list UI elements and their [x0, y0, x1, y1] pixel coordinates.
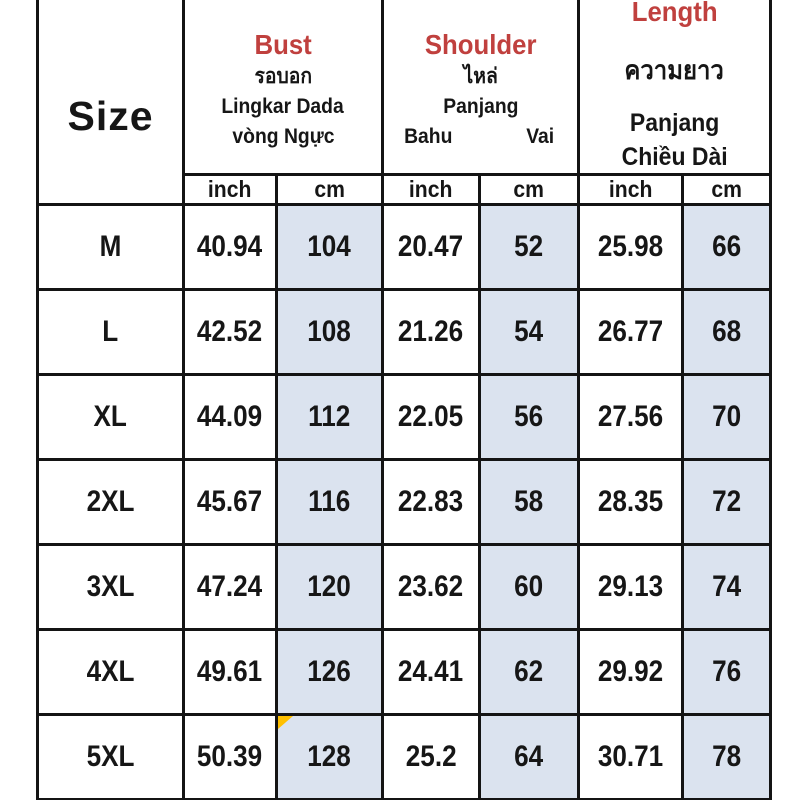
cell-value: 62: [514, 655, 544, 688]
unit-header-inch: [384, 176, 478, 203]
value-cell: [481, 376, 577, 458]
size-value: L: [102, 315, 119, 348]
cell-value: 42.52: [197, 315, 263, 348]
unit-header-cm: [684, 176, 769, 203]
size-cell: [39, 206, 182, 288]
value-cell: [185, 461, 275, 543]
value-cell: [684, 376, 769, 458]
length-label: Length: [631, 0, 718, 27]
cell-value: 27.56: [597, 400, 664, 433]
cell-value: 44.09: [197, 400, 263, 433]
value-cell: [481, 546, 577, 628]
yellow-corner-marker-icon: [278, 716, 293, 729]
cell-value: 25.98: [597, 230, 664, 263]
cell-value: 23.62: [398, 570, 464, 603]
value-cell: [384, 291, 478, 373]
cell-value: 72: [711, 485, 742, 518]
value-cell: [185, 206, 275, 288]
value-cell: [580, 291, 681, 373]
cell-value: 26.77: [597, 315, 664, 348]
shoulder-label: Shoulder: [424, 29, 537, 60]
cell-value: 22.05: [398, 400, 464, 433]
cell-value: 22.83: [398, 485, 464, 518]
size-cell: [39, 546, 182, 628]
value-cell: [580, 631, 681, 713]
value-cell: [384, 546, 478, 628]
value-cell: [684, 291, 769, 373]
value-cell: [278, 291, 381, 373]
value-cell: [278, 546, 381, 628]
cell-value: 112: [308, 400, 351, 433]
cell-value: 49.61: [197, 655, 263, 688]
value-cell: [684, 461, 769, 543]
unit-label: inch: [409, 176, 453, 202]
value-cell: [278, 376, 381, 458]
value-cell: [384, 716, 478, 798]
value-cell: [684, 631, 769, 713]
size-chart-table: [36, 0, 772, 800]
cell-value: 30.71: [597, 740, 664, 773]
size-header-cell: [39, 0, 182, 203]
unit-label: inch: [208, 176, 252, 202]
size-value: 4XL: [86, 655, 135, 688]
size-cell: [39, 716, 182, 798]
value-cell: [481, 716, 577, 798]
size-cell: [39, 291, 182, 373]
cell-value: 70: [711, 400, 742, 433]
value-cell: [185, 546, 275, 628]
cell-value: 76: [711, 655, 742, 688]
cell-value: 29.13: [597, 570, 664, 603]
cell-value: 56: [514, 400, 544, 433]
value-cell: [580, 546, 681, 628]
unit-header-inch: [580, 176, 681, 203]
cell-value: 52: [514, 230, 544, 263]
bust-label-indonesian: Lingkar Dada: [221, 95, 345, 118]
cell-value: 60: [514, 570, 544, 603]
cell-value: 58: [514, 485, 544, 518]
value-cell: [580, 461, 681, 543]
length-label-indonesian: Panjang: [629, 109, 720, 137]
cell-value: 120: [307, 570, 352, 603]
cell-value: 128: [307, 740, 352, 773]
cell-value: 24.41: [398, 655, 464, 688]
bust-label-vietnamese: vòng Ngực: [231, 125, 335, 148]
value-cell: [684, 206, 769, 288]
value-cell: [384, 631, 478, 713]
value-cell: [278, 716, 381, 798]
cell-value: 108: [307, 315, 352, 348]
cell-value: 64: [514, 740, 544, 773]
size-value: 3XL: [86, 570, 135, 603]
cell-value: 74: [711, 570, 742, 603]
cell-value: 66: [711, 230, 742, 263]
bust-header-cell: [185, 0, 381, 173]
cell-value: 50.39: [197, 740, 263, 773]
cell-value: 25.2: [405, 740, 457, 773]
value-cell: [384, 206, 478, 288]
value-cell: [481, 631, 577, 713]
shoulder-header-cell: [384, 0, 577, 173]
length-label-vietnamese: Chiều Dài: [621, 143, 728, 171]
size-header-label: Size: [67, 92, 154, 139]
cell-value: 116: [308, 485, 351, 518]
shoulder-label-split-line: [384, 122, 577, 152]
size-value: XL: [93, 400, 128, 433]
value-cell: [185, 376, 275, 458]
shoulder-label-indonesian: Panjang: [442, 95, 519, 118]
value-cell: [278, 631, 381, 713]
value-cell: [384, 461, 478, 543]
size-cell: [39, 461, 182, 543]
unit-header-inch: [185, 176, 275, 203]
cell-value: 54: [514, 315, 544, 348]
unit-header-cm: [278, 176, 381, 203]
cell-value: 126: [307, 655, 352, 688]
cell-value: 40.94: [197, 230, 263, 263]
shoulder-label-bahu: Bahu: [404, 125, 453, 148]
unit-label: inch: [608, 176, 653, 202]
length-header-cell: [580, 0, 769, 173]
value-cell: [384, 376, 478, 458]
cell-value: 47.24: [197, 570, 263, 603]
size-cell: [39, 376, 182, 458]
value-cell: [185, 631, 275, 713]
value-cell: [185, 291, 275, 373]
cell-value: 20.47: [398, 230, 464, 263]
cell-value: 21.26: [398, 315, 464, 348]
bust-label: Bust: [254, 29, 312, 60]
value-cell: [580, 716, 681, 798]
shoulder-label-vai: Vai: [525, 125, 554, 148]
value-cell: [278, 206, 381, 288]
unit-label: cm: [513, 176, 545, 202]
value-cell: [684, 546, 769, 628]
unit-label: cm: [711, 176, 742, 202]
value-cell: [481, 291, 577, 373]
value-cell: [278, 461, 381, 543]
cell-value: 29.92: [597, 655, 664, 688]
size-value: 5XL: [86, 740, 135, 773]
value-cell: [684, 716, 769, 798]
shoulder-label-thai: ไหล่: [463, 65, 498, 88]
value-cell: [185, 716, 275, 798]
unit-header-cm: [481, 176, 577, 203]
value-cell: [580, 206, 681, 288]
cell-value: 78: [711, 740, 742, 773]
length-label-thai: ความยาว: [624, 55, 725, 85]
size-value: 2XL: [86, 485, 135, 518]
size-value: M: [99, 230, 122, 263]
cell-value: 28.35: [597, 485, 664, 518]
value-cell: [481, 206, 577, 288]
cell-value: 45.67: [197, 485, 263, 518]
value-cell: [580, 376, 681, 458]
value-cell: [481, 461, 577, 543]
bust-label-thai: รอบอก: [254, 65, 312, 88]
cell-value: 104: [307, 230, 352, 263]
unit-label: cm: [314, 176, 345, 202]
size-cell: [39, 631, 182, 713]
cell-value: 68: [711, 315, 742, 348]
